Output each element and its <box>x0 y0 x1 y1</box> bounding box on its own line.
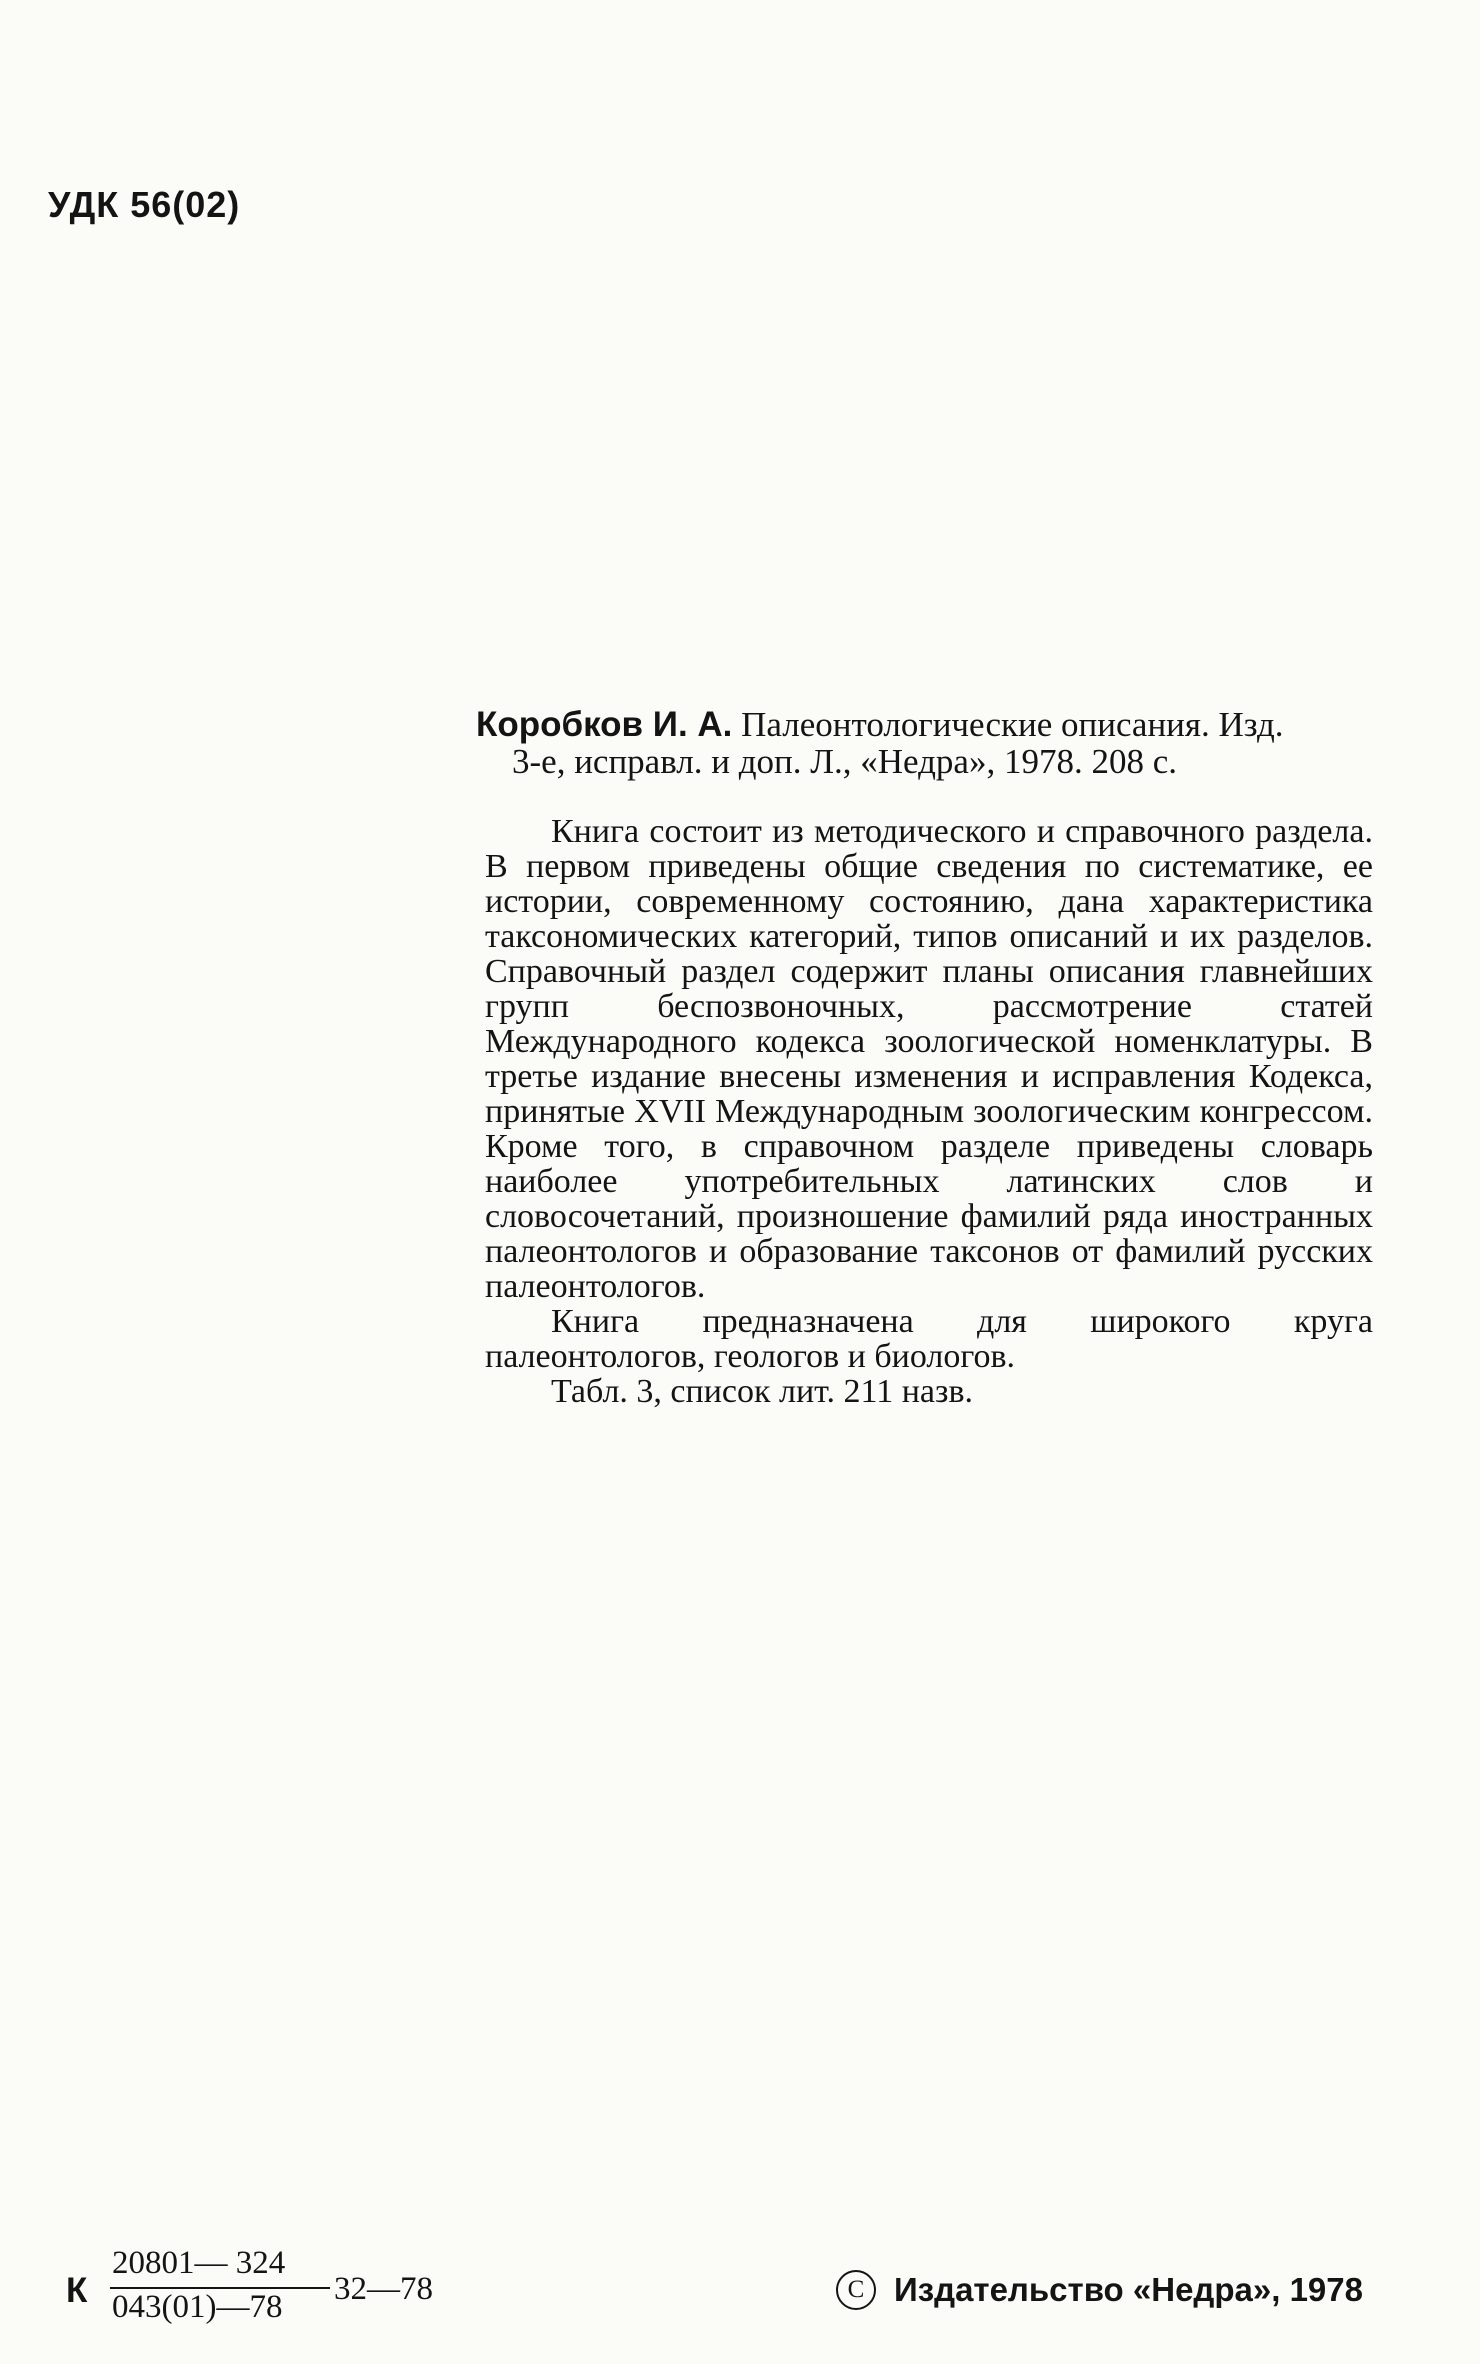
udc-code: УДК 56(02) <box>48 184 241 225</box>
annotation-paragraph: Книга состоит из методического и справочного раздела. В первом приведены общие сведения по систематике, ее истории, современному состоянию, дана характеристика таксономических категорий, типов описаний и их разделов. Справочный раздел содержит планы описания главнейших групп беспозвоночных, рассмотрение статей Международного кодекса зоологической номенклатуры. В третье издание внесены изменения и исправления Кодекса, принятые XVII Международным зоологическим конгрессом. Кроме того, в справочном разделе приведены словарь наиболее употребительных латинских слов и словосочетаний, произношение фамилий ряда иностранных палеонтологов и образование таксонов от фамилий русских палеонтологов. <box>485 813 1373 1305</box>
classification-numerator: 20801— 324 <box>112 2245 286 2281</box>
publisher-text: Издательство «Недра», 1978 <box>894 2271 1363 2308</box>
title-line: Палеонтологические описания. Изд. <box>741 705 1284 744</box>
copyright-line <box>836 2270 1363 2310</box>
classification-denominator: 043(01)—78 <box>112 2289 283 2325</box>
bibliographic-entry <box>476 706 1396 780</box>
copyright-icon: C <box>836 2270 876 2310</box>
author-name: Коробков И. А. <box>476 705 733 744</box>
annotation-paragraph: Книга предназначена для широкого круга палеонтологов, геологов и биологов. <box>485 1303 1373 1375</box>
classification-letter: К <box>66 2271 88 2310</box>
edition-line: 3-е, исправл. и доп. Л., «Недра», 1978. 208 с. <box>512 742 1177 781</box>
annotation <box>485 814 1373 1409</box>
classification-suffix: 32—78 <box>334 2271 433 2307</box>
annotation-paragraph: Табл. 3, список лит. 211 назв. <box>551 1373 973 1410</box>
